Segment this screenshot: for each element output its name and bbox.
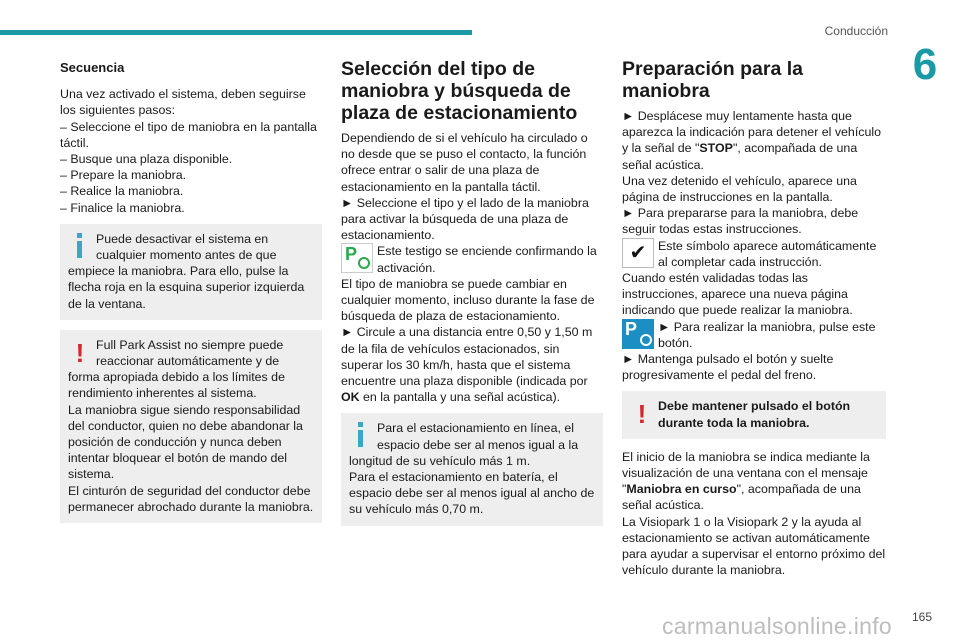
text-run: ► Desplácese muy lentamente hasta que aparezca la indicación para detener el vehículo y la señal de " [622,109,881,156]
paragraph: ► Mantenga pulsado el botón y suelte progresivamente el pedal del freno. [622,352,834,383]
text-run: ► Circule a una distancia entre 0,50 y 1,50 m de la fila de vehículos estacionados, sin superar los 30 km/h, hasta que el sistema encuentre una plaza disponible (indicada por [341,325,593,389]
warning-note-text: Debe mantener pulsado el botón durante toda la maniobra. [658,399,851,430]
warning-note-text: Full Park Assist no siempre puede reaccionar automáticamente y de forma apropiada debido a los límites de rendimiento inherentes al sistema. [68,337,285,401]
info-note-text: Puede desactivar el sistema en cualquier momento antes de que empiece la maniobra. Para ello, pulse la flecha roja en la esquina superior izquierda de la ventana. [68,231,305,311]
warning-note [60,330,322,523]
column-selection [341,58,603,536]
icon-caption: ► Para realizar la maniobra, pulse este botón. [658,319,876,350]
icon-row [622,319,886,351]
paragraph: La Visiopark 1 o la Visiopark 2 y la ayuda al estacionamiento se activan automáticamente para ayudar a supervisar el entorno próximo del vehículo durante la maniobra. [622,514,886,578]
header-accent-bar [0,30,472,35]
heading-selection: Selección del tipo de maniobra y búsqueda de plaza de estacionamiento [341,58,578,124]
info-note [341,413,603,525]
warning-icon: ! [637,399,647,430]
info-note-text: Para el estacionamiento en línea, el espacio debe ser al menos igual a la longitud de su vehículo más 1 m. [349,421,579,468]
paragraph: ► Para prepararse para la maniobra, debe seguir todas estas instrucciones. [622,206,859,237]
warning-note-text: La maniobra sigue siendo responsabilidad del conductor, quien no debe abandonar la posición de conducción y nunca deben intentar bloquear el botón de mando del sistema. [68,402,303,482]
paragraph: El tipo de maniobra se puede cambiar en cualquier momento, incluso durante la fase de búsqueda de plaza de estacionamiento. [341,276,595,324]
paragraph: ► Seleccione el tipo y el lado de la maniobra para activar la búsqueda de una plaza de estacionamiento. [341,195,589,243]
column-sequence [60,58,322,533]
text-run: en la pantalla y una señal acústica). [359,390,561,405]
info-note-text: Para el estacionamiento en batería, el espacio debe ser al menos igual al ancho de su vehículo más 0,70 m. [349,470,595,517]
chapter-number: 6 [912,40,938,89]
heading-preparation: Preparación para la maniobra [622,58,804,102]
text-run: ", acompañada de una señal acústica. [622,141,858,172]
heading-sequence: Secuencia [60,60,125,75]
info-icon [349,422,373,452]
text-run: El inicio de la maniobra se indica mediante la visualización de una ventana con el mensaje " [622,449,870,497]
column-preparation [622,58,886,578]
paragraph: Cuando estén validadas todas las instrucciones, aparece una nueva página indicando que puede realizar la maniobra. [622,271,853,318]
warning-icon: ! [75,337,85,368]
message-label: Maniobra en curso [626,482,737,497]
icon-row [341,243,603,275]
page-number: 165 [911,610,932,624]
stop-label: STOP [699,141,733,156]
icon-row [622,238,886,270]
paragraph: Dependiendo de si el vehículo ha circulado o no desde que se puso el contacto, la función ofrece entrar o salir de una plaza de estacionamiento en la pantalla táctil. [341,131,588,194]
park-assist-indicator-icon: P [341,243,373,273]
paragraph [622,108,886,173]
list-item: – Busque una plaza disponible. [60,152,233,167]
text-run: ", acompañada de una señal acústica. [622,482,861,513]
paragraph: Una vez detenido el vehículo, aparece una página de instrucciones en la pantalla. [622,173,857,205]
check-icon: ✔ [622,238,654,268]
paragraph [622,449,886,514]
warning-note-text: El cinturón de seguridad del conductor debe permanecer abrochado durante la maniobra. [68,483,314,514]
ok-label: OK [341,390,360,405]
icon-caption: Este testigo se enciende confirmando la activación. [377,244,597,275]
warning-note [622,391,886,438]
paragraph: Una vez activado el sistema, deben seguirse los siguientes pasos: [60,87,306,118]
section-title: Conducción [824,24,888,38]
watermark: carmanualsonline.info [661,613,892,639]
list-item: – Realice la maniobra. [60,184,184,199]
icon-caption: Este símbolo aparece automáticamente al completar cada instrucción. [658,238,877,269]
park-assist-button-icon: P [622,319,654,349]
info-icon [68,233,92,263]
paragraph [341,324,603,405]
list-item: – Prepare la maniobra. [60,168,187,183]
list-item: – Finalice la maniobra. [60,200,185,215]
info-note [60,224,322,320]
list-item: – Seleccione el tipo de maniobra en la pantalla táctil. [60,119,317,150]
